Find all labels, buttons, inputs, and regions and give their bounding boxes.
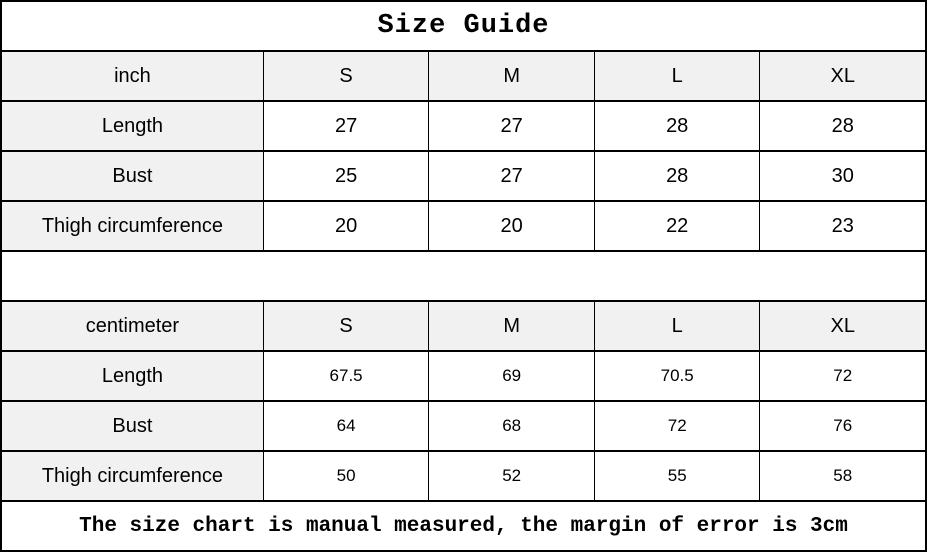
unit-label-centimeter: centimeter bbox=[2, 302, 263, 350]
column-header-s: S bbox=[263, 52, 429, 100]
row-label: Thigh circumference bbox=[2, 452, 263, 500]
table-row bbox=[2, 100, 925, 150]
value-cell: 28 bbox=[759, 102, 925, 150]
value-cell: 72 bbox=[594, 402, 760, 450]
footer-note: The size chart is manual measured, the margin of error is 3cm bbox=[79, 514, 848, 538]
table-row bbox=[2, 200, 925, 250]
page-title: Size Guide bbox=[377, 11, 550, 41]
table-row bbox=[2, 350, 925, 400]
column-header-m: M bbox=[428, 52, 594, 100]
value-cell: 23 bbox=[759, 202, 925, 250]
value-cell: 28 bbox=[594, 152, 760, 200]
column-header-m: M bbox=[428, 302, 594, 350]
column-header-s: S bbox=[263, 302, 429, 350]
column-header-l: L bbox=[594, 52, 760, 100]
table-row bbox=[2, 450, 925, 500]
value-cell: 67.5 bbox=[263, 352, 429, 400]
row-label: Length bbox=[2, 352, 263, 400]
row-label: Bust bbox=[2, 152, 263, 200]
value-cell: 76 bbox=[759, 402, 925, 450]
value-cell: 27 bbox=[428, 102, 594, 150]
table-row bbox=[2, 150, 925, 200]
inch-header-row bbox=[2, 50, 925, 100]
value-cell: 50 bbox=[263, 452, 429, 500]
value-cell: 55 bbox=[594, 452, 760, 500]
unit-label-inch: inch bbox=[2, 52, 263, 100]
row-label: Thigh circumference bbox=[2, 202, 263, 250]
value-cell: 27 bbox=[263, 102, 429, 150]
row-label: Length bbox=[2, 102, 263, 150]
value-cell: 69 bbox=[428, 352, 594, 400]
value-cell: 72 bbox=[759, 352, 925, 400]
value-cell: 25 bbox=[263, 152, 429, 200]
column-header-xl: XL bbox=[759, 52, 925, 100]
column-header-l: L bbox=[594, 302, 760, 350]
value-cell: 68 bbox=[428, 402, 594, 450]
centimeter-header-row bbox=[2, 300, 925, 350]
footer-row bbox=[2, 500, 925, 550]
row-label: Bust bbox=[2, 402, 263, 450]
value-cell: 58 bbox=[759, 452, 925, 500]
title-row bbox=[2, 2, 925, 50]
value-cell: 64 bbox=[263, 402, 429, 450]
table-row bbox=[2, 400, 925, 450]
value-cell: 30 bbox=[759, 152, 925, 200]
value-cell: 52 bbox=[428, 452, 594, 500]
value-cell: 20 bbox=[263, 202, 429, 250]
value-cell: 70.5 bbox=[594, 352, 760, 400]
section-spacer bbox=[2, 250, 925, 300]
value-cell: 27 bbox=[428, 152, 594, 200]
value-cell: 20 bbox=[428, 202, 594, 250]
value-cell: 22 bbox=[594, 202, 760, 250]
value-cell: 28 bbox=[594, 102, 760, 150]
column-header-xl: XL bbox=[759, 302, 925, 350]
